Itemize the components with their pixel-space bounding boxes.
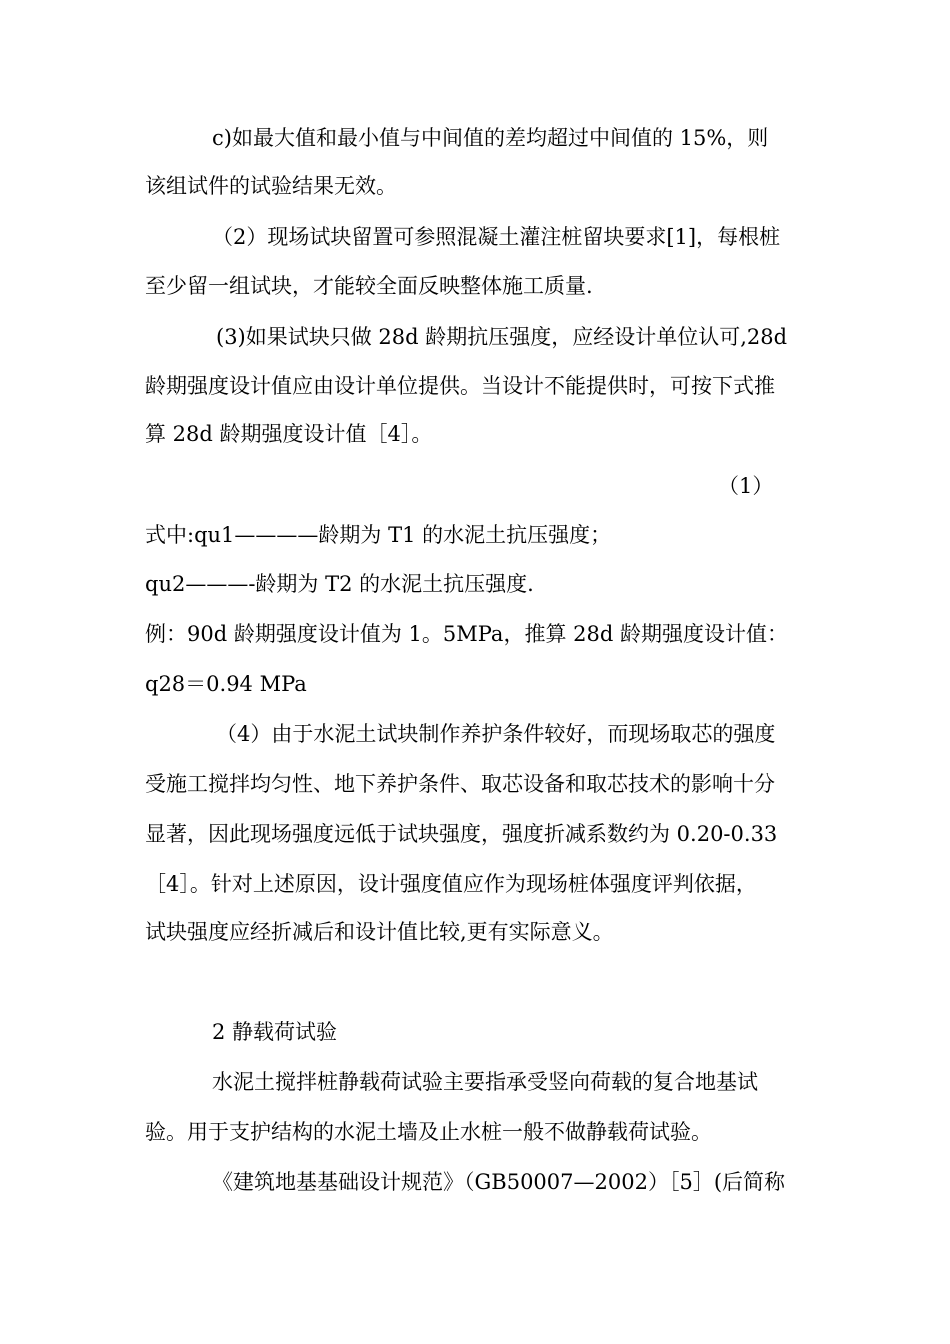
paragraph-line: 试块强度应经折减后和设计值比较,更有实际意义。 <box>145 920 614 944</box>
equation-number: （1） <box>718 474 774 498</box>
section-heading: 2 静载荷试验 <box>212 1020 338 1044</box>
paragraph-line: 式中:qu1————龄期为 T1 的水泥土抗压强度； <box>145 523 612 547</box>
paragraph-line: 验。用于支护结构的水泥土墙及止水桩一般不做静载荷试验。 <box>145 1120 712 1144</box>
paragraph-line: 例：90d 龄期强度设计值为 1。5MPa，推算 28d 龄期强度设计值： <box>145 622 788 646</box>
paragraph-line: 《建筑地基基础设计规范》（GB50007—2002）［5］(后简称 <box>212 1170 786 1194</box>
paragraph-line: 至少留一组试块，才能较全面反映整体施工质量. <box>145 274 593 298</box>
paragraph-line: c)如最大值和最小值与中间值的差均超过中间值的 15%，则 <box>212 126 769 150</box>
paragraph-line: （2）现场试块留置可参照混凝土灌注桩留块要求[1]，每根桩 <box>212 225 781 249</box>
paragraph-line: q28＝0.94 MPa <box>145 672 307 696</box>
paragraph-line: 算 28d 龄期强度设计值［4］。 <box>145 422 433 446</box>
paragraph-line: 龄期强度设计值应由设计单位提供。当设计不能提供时，可按下式推 <box>145 374 775 398</box>
paragraph-line: ［4］。针对上述原因，设计强度值应作为现场桩体强度评判依据， <box>145 872 757 896</box>
paragraph-line: qu2———-龄期为 T2 的水泥土抗压强度. <box>145 572 534 596</box>
paragraph-line: 水泥土搅拌桩静载荷试验主要指承受竖向荷载的复合地基试 <box>212 1070 758 1094</box>
paragraph-line: （4）由于水泥土试块制作养护条件较好，而现场取芯的强度 <box>216 722 776 746</box>
paragraph-line: 显著，因此现场强度远低于试块强度，强度折减系数约为 0.20-0.33 <box>145 822 778 846</box>
paragraph-line: 受施工搅拌均匀性、地下养护条件、取芯设备和取芯技术的影响十分 <box>145 772 775 796</box>
paragraph-line: (3)如果试块只做 28d 龄期抗压强度，应经设计单位认可,28d <box>216 325 788 349</box>
paragraph-line: 该组试件的试验结果无效。 <box>145 174 397 198</box>
